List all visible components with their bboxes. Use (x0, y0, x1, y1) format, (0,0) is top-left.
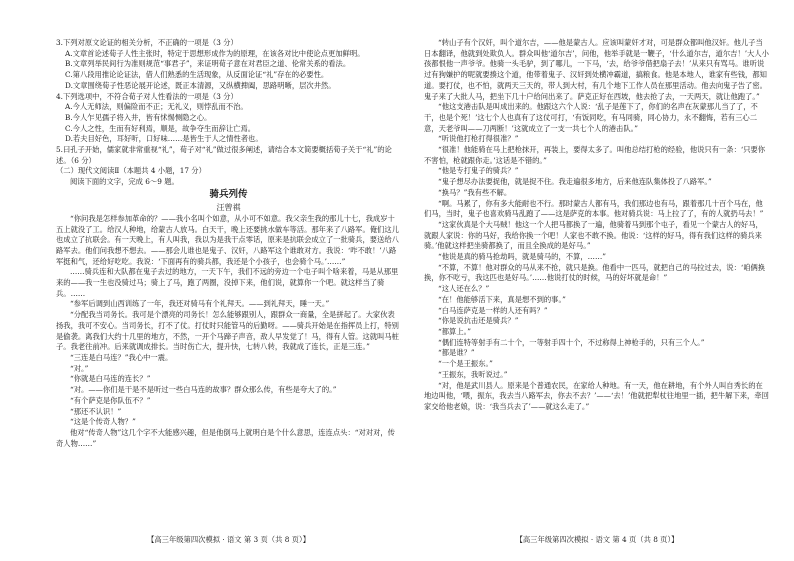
story-paragraph: “啊。马累了，你有多大能耐也不行。那时蒙古人都有马，我们那边也有马，跟着那几十百个马在，他们马，当时，鬼子也喜欢骑马乱跑了——这是萨克的本事。他对骑兵说：马上拉了了，有的人就扔马去！” (424, 198, 764, 219)
question-4-option-b: B.今人乍见孺子将入井，皆有怵惕恻隐之心。 (65, 112, 212, 122)
question-3-stem: 3.下列对原文论证的相关分析，不正确的一项是（3 分） (56, 38, 238, 47)
story-paragraph: “换马？”我有些不解。 (438, 187, 512, 197)
story-paragraph: “你就是白马连的连长？” (70, 374, 151, 384)
story-paragraph: “参军后调到山西训练了一年，我还对骑马有个礼拜天。——到礼拜天，睡一天。” (70, 299, 330, 309)
story-paragraph: “偶们连特等射手有二十个，一等射手四十个，不过称得上神枪手的，只有三个人。” (438, 337, 705, 347)
story-paragraph: “有个萨克是你队伍不？” (70, 395, 151, 405)
story-paragraph: “鬼子想尽办法要捉他，就是捉不住。我走遍很多地方，后来他连队集体投了八路军。” (438, 177, 712, 187)
story-paragraph: “他说是真的骑马抢劫吗，就是骑马的，不算，……” (438, 252, 606, 262)
story-paragraph: “这家伙真是个大马贼！他这一个人把马都换了一遍，他骑着马到那个屯子，看见一个蒙古人的好马，就跟人家说：你的马好，我给你换一个吧！人家也不敢不换。他说：‘这样的好马，得有我们这样的骑兵来骑。’他就这样把坐骑都换了，而且全换成的是好马。” (424, 219, 763, 251)
story-paragraph: “分配我当司务长。我可是个漂亮的司务长！怎么能够跟别人，跟群众一商量，全是拼起了。大家伙表扬我，我可不安心。当司务长，打不了仗。打仗时只能管马的后勤呀。——骑兵开始是在指挥员上打，特别是偷袭。离我们大约十几里的地方，不然，一开个马蹄子声音，敌人早发觉了！马，得有人管。这就叫马桩子。我老往前冲。后来就调成排长。当时伤亡大，提升快，七转八转，我就成了连长，正是三连。” (56, 310, 399, 352)
story-paragraph: “三连是白马连？”我心中一震。 (70, 352, 173, 362)
story-paragraph: “那还不认识！” (70, 406, 122, 416)
story-title: 骑兵列传 (209, 188, 248, 200)
story-paragraph: “都是谁？” (438, 348, 475, 358)
question-4-option-a: A.今人无师法，则偏险而不正；无礼义，则悖乱而不治。 (65, 102, 248, 112)
reading-instruction: 阅读下面的文字，完成 6～9 题。 (70, 177, 179, 187)
page-footer-left: 【高三年级第四次模拟 · 语文 第 3 页（共 8 页）】 (147, 535, 310, 544)
story-paragraph: “你是说抗击还是骑兵？” (438, 316, 519, 326)
story-paragraph: “对，他是武川县人。原来是个普通农民，在家给人种地。有一天，他在耕地，有个外人叫自秀长的在地边叫他，‘喂，振东，我去当八路军去，你去不去？’——‘去！’他就把犁杖往地里一插，把牛解下来，牵回家交给他老娘，说：‘我当兵去了’——就这么走了。” (424, 380, 769, 411)
question-3-option-c: C.第八段用推论论证法，借人们熟悉的生活现象，从反面论证“礼”存在的必要性。 (65, 70, 329, 80)
story-paragraph: “对。” (70, 363, 89, 373)
question-4-option-c: C.今人之性，生而有好利焉，顺是，故争夺生而辞让亡焉。 (65, 123, 256, 133)
section-heading: （二）现代文阅读Ⅱ（本题共 4 小题，17 分） (56, 166, 206, 176)
story-paragraph: “这是个传奇人物？” (70, 417, 136, 427)
question-3-option-b: B.文章列举民间行为准则规范“事君子”，来证明荀子意在对君臣之道、伦常关系的看法。 (65, 59, 351, 69)
story-paragraph: “转山子有个汉奸，叫个道尔吉，——他是蒙古人。应该叫蒙奸才对，可是群众都叫他汉奸。他儿子当日本翻译，他就到处欺负人。群众叫他‘道尔吉’，问他，他举手就是一鞭子，‘什么道尔吉，道尔吉！’大人小孩都恨他一声爷爷。他骑一头毛驴，到了哪儿，一下马，‘去，给爷爷借把扇子去！’从来只有骂马。谁听说过有狗嫌护的呢就要揍这个道，他带着鬼子、汉奸到处横冲霸道，搞粮食。他是本地人，谁家有些钱，都知道。要打仗，也不怕，就两天三天的，带人到大村，有几个地下工作人员在那里活动。他去向鬼子告了密。鬼子来了大批人马，把坐下几十户给问出来了。萨克正好在西坡，他去抢了去，一天两天，就让他跑了。” (424, 38, 769, 101)
question-3-option-d: D.文章围绕荀子性恶论展开论述，既正本清源，又纵横捭阖，思路明晰，层次井然。 (65, 80, 336, 90)
question-4-option-d: D.若夫目好色，耳好听，口好味……是皆生于人之情性者也。 (65, 134, 263, 144)
story-paragraph: “他这支港击队是叫成出来的。他跟这六个人说：‘乱子是莲下了，你们的名声在灰蒙那儿当了了，不干，也是个死！’这七个人也真有了这仗可打，‘有饭同吃，有马同骑，同心协力，永不翻悔，若有三心二意，天老爷叫——刀两断！’这就成立了一支一共七个人的港击队。” (424, 102, 758, 133)
story-paragraph: “对。——你们是干是不是听过一些白马连的故事？群众那么传，有些是夸大了的。” (70, 385, 337, 395)
story-paragraph: “王振东，我听说过。” (438, 369, 508, 379)
story-paragraph: “不算，不算！他对群众的马从来不抢，就只是换。他看中一匹马，就把自己的马拉过去，说：‘咱俩换换，你不吃亏，我这匹也是好马。’……他说打仗的时候，马的好坏就是命！” (424, 262, 766, 283)
story-paragraph: “听说他打枪打得很准？” (438, 134, 519, 144)
story-paragraph: “在！他能够活下来，真是想不到的事。” (438, 294, 566, 304)
left-column (56, 38, 401, 449)
question-5-stem: 5.曰孔子开始，儒家就非常重视“礼”，荀子对“礼”做过很多阐述，请结合本文简要概括荀子关于“礼”的论述。（6 分） (56, 145, 392, 165)
page-footer-right: 【高三年级第四次模拟 · 语文 第 4 页（共 8 页）】 (515, 535, 679, 544)
story-paragraph: “白马连萨克是一样的人还有吗？” (438, 305, 548, 315)
story-paragraph: “很准！他能骑在马上把枪抹开，再装上，要得太多了。叫他总结打枪的经验，他说只有一条：‘只要你不害怕，枪就跟你走。’这话是不错的。” (424, 145, 766, 165)
story-paragraph: ……骑兵连和大队都在鬼子去过的地方，一天下午，我们不远的旁边一个屯子叫个啥来着，马是从那里来的——我一生也没骑过马；骑上了马，跑了两圈，没掉下来，他们说，就算你一个吧。就这样当了骑兵。…… (56, 267, 399, 298)
story-paragraph: “你问我是怎样参加革命的？——我小名叫个如意，从小可不如意。我父亲生我的那儿十七，我成岁十五上就没了工。给汉人种地，给蒙古人放马。白天干，晚上还要挑水做车等活。那年来了八路军。俺们这儿也成立了抗联会。有一天晚上，有人叫我，我以为是我干点零话，原来是抗联会成立了一批骑兵，要送给八路军去。他们问我想不想去。——那会儿谁也是鬼子、汉奸，八路军这个谁敢对方。我说：‘咋不敢！’八路军挺和气，还给好吃吃。我说：‘下面再有的骑兵都，我还是个小孩子，也会骑个马。’……” (56, 213, 399, 266)
question-4-stem: 4.下列选项中，不符合荀子对人性看法的一项是（3 分） (56, 91, 238, 101)
story-paragraph: “这人还在么？” (438, 284, 490, 294)
story-paragraph: “一个是王振东。” (438, 359, 493, 369)
question-3-option-a: A.文章首论述荀子人性主张时，特定于思想形成作为的原理，在该各对比中使论点更加鲜明。 (65, 48, 365, 58)
story-paragraph: “他是专打鬼子的骑兵？” (438, 166, 519, 176)
story-paragraph: “都算上。” (438, 326, 471, 336)
right-column (424, 38, 770, 413)
story-author: 汪曾祺 (216, 202, 241, 212)
story-paragraph: 他对“传奇人物”这几个字不大能感兴趣，但是他倒马上就明白是个什么意思，连连点头：“对对对，传奇人物……” (56, 427, 395, 448)
